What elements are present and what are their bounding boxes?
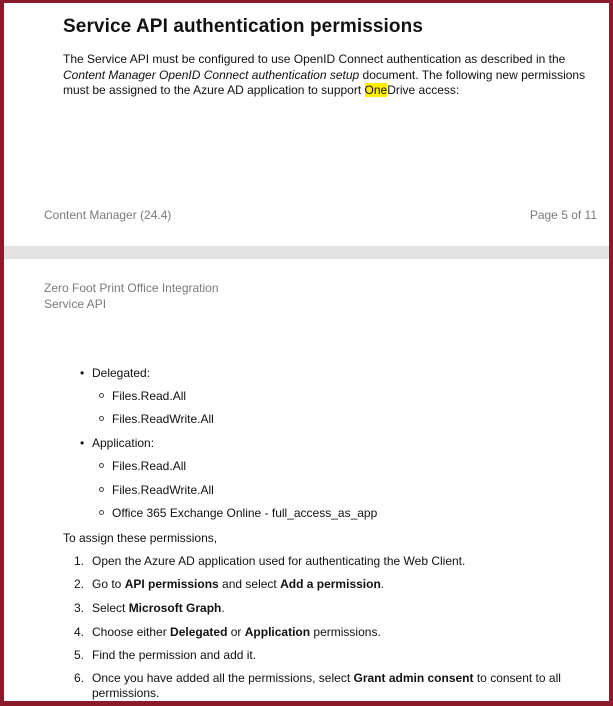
step-text: or	[227, 625, 245, 639]
intro-paragraph	[63, 52, 593, 99]
step-emphasis: Application	[244, 625, 311, 639]
section-title: Service API authentication permissions	[63, 16, 423, 37]
step-emphasis: Add a permission	[280, 577, 381, 591]
step-number: 4.	[73, 625, 84, 639]
intro-text-3: Drive access:	[387, 83, 460, 97]
step-number: 6.	[73, 671, 84, 685]
step-emphasis: API permissions	[124, 577, 219, 591]
step-1	[92, 554, 592, 569]
step-number: 1.	[73, 554, 84, 568]
bullet-icon: •	[80, 366, 85, 380]
page-6	[4, 259, 609, 706]
header-doc-title: Zero Foot Print Office Integration	[44, 281, 219, 295]
footer-page-number: Page 5 of 11	[529, 208, 597, 222]
step-emphasis: Grant admin consent	[353, 671, 474, 685]
list-item-delegated: Delegated:	[92, 366, 151, 380]
intro-text-1: The Service API must be configured to use OpenID Connect authentication as described in the	[63, 52, 566, 66]
step-emphasis: Delegated	[170, 625, 228, 639]
header-section: Service API	[44, 297, 107, 311]
step-4	[92, 625, 592, 640]
step-5	[92, 648, 592, 663]
list-item-permission: Files.Read.All	[112, 389, 187, 403]
step-text: Find the permission and add it.	[92, 648, 257, 662]
step-3	[92, 601, 592, 616]
step-text: .	[380, 577, 385, 591]
step-emphasis: Microsoft Graph	[128, 601, 222, 615]
intro-text-2: document. The following new permissions must be assigned to the Azure AD application to support	[63, 67, 586, 97]
step-text: Go to	[92, 577, 125, 591]
step-text: to consent to all permissions.	[92, 671, 561, 700]
step-number: 3.	[73, 601, 84, 615]
sub-bullet-icon	[99, 393, 104, 398]
list-item-permission: Files.Read.All	[112, 459, 187, 473]
step-2	[92, 577, 592, 592]
assign-intro: To assign these permissions,	[63, 531, 218, 545]
step-number: 2.	[73, 577, 84, 591]
list-item-permission: Office 365 Exchange Online - full_access_as_app	[112, 506, 378, 520]
step-6	[92, 671, 592, 701]
sub-bullet-icon	[99, 463, 104, 468]
sub-bullet-icon	[99, 416, 104, 421]
list-item-application: Application:	[92, 436, 155, 450]
step-text: permissions.	[310, 625, 381, 639]
step-text: Select	[92, 601, 129, 615]
step-text: .	[221, 601, 225, 615]
page-5	[4, 3, 609, 246]
footer-product-version: Content Manager (24.4)	[44, 208, 172, 222]
sub-bullet-icon	[99, 510, 104, 515]
sub-bullet-icon	[99, 487, 104, 492]
step-number: 5.	[73, 648, 84, 662]
step-text: Choose either	[92, 625, 171, 639]
doc-reference: Content Manager OpenID Connect authentication setup	[63, 67, 360, 82]
page-separator	[4, 246, 609, 259]
list-item-permission: Files.ReadWrite.All	[112, 412, 214, 426]
bullet-icon: •	[80, 436, 85, 450]
step-text: and select	[218, 577, 281, 591]
step-text: Once you have added all the permissions, select	[92, 671, 354, 685]
step-text: Open the Azure AD application used for authenticating the Web Client.	[92, 554, 466, 568]
list-item-permission: Files.ReadWrite.All	[112, 483, 214, 497]
search-highlight: One	[364, 83, 388, 97]
